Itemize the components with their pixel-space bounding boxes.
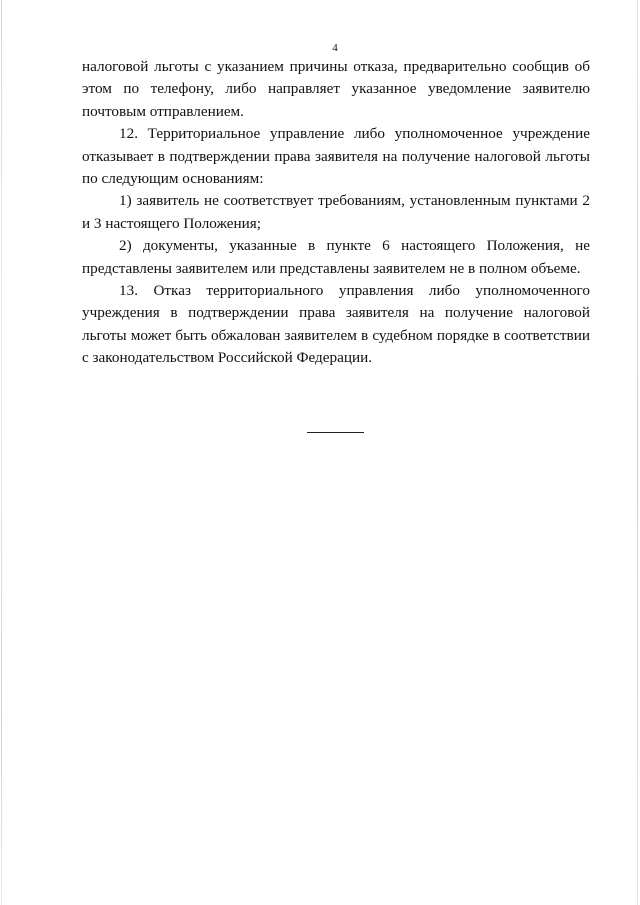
scan-edge-right [637,0,638,905]
page-number: 4 [332,42,338,54]
paragraph-item-13: 13. Отказ территориального управления либо уполномоченного учреждения в подтверждении права заявителя на получение налоговой льготы может быть обжалован заявителем в судебном порядке в соответствии с законодательством Российской Федерации. [82,282,590,367]
document-body [82,56,590,370]
scan-edge-left [1,0,2,905]
end-divider [307,432,364,433]
paragraph-item-12: 12. Территориальное управление либо уполномоченное учреждение отказывает в подтверждении права заявителя на получение налоговой льготы по следующим основаниям: [82,125,590,188]
paragraph-subitem-2: 2) документы, указанные в пункте 6 настоящего Положения, не представлены заявителем или представлены заявителем не в полном объеме. [82,237,590,277]
paragraph-subitem-1: 1) заявитель не соответствует требованиям, установленным пунктами 2 и 3 настоящего Положения; [82,192,590,232]
paragraph-continuation: налоговой льготы с указанием причины отказа, предварительно сообщив об этом по телефону, либо направляет указанное уведомление заявителю почтовым отправлением. [82,58,590,120]
